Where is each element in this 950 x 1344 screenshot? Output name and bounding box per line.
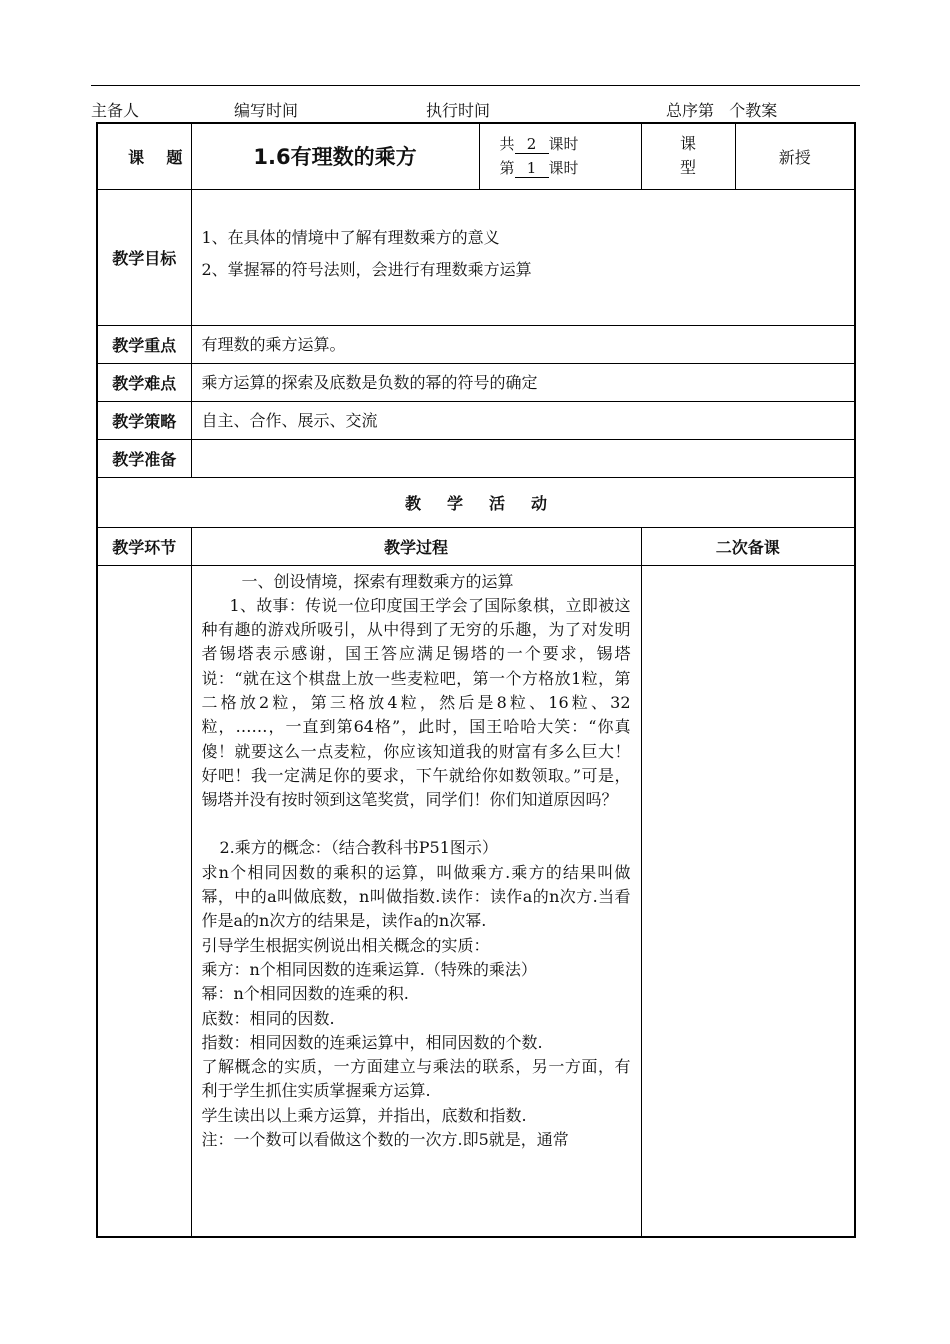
blank-line — [202, 812, 631, 836]
goals-row — [97, 189, 855, 325]
topic-row — [97, 123, 855, 189]
process-paragraph: 了解概念的实质，一方面建立与乘法的联系，另一方面，有利于学生抓住实质掌握乘方运算. — [201, 1057, 631, 1101]
activity-heading-row — [97, 477, 855, 527]
process-paragraph: 引导学生根据实例说出相关概念的实质： — [201, 935, 490, 955]
process-paragraph: 乘方：n个相同因数的连乘运算.（特殊的乘法） — [201, 959, 537, 979]
column-header-row — [97, 527, 855, 565]
key-label: 教学重点 — [97, 325, 191, 363]
header-rule — [91, 85, 860, 86]
stage-cell — [97, 565, 191, 1237]
col-process: 教学过程 — [191, 527, 641, 565]
key-value: 有理数的乘方运算。 — [191, 325, 855, 363]
process-paragraph: 注：一个数可以看做这个数的一次方.即5就是，通常 — [201, 1130, 569, 1150]
goals-label: 教学目标 — [97, 189, 191, 325]
write-time-label: 编写时间 — [234, 101, 299, 120]
second-prep-cell — [641, 565, 855, 1237]
process-paragraph: 底数：相同的因数. — [201, 1008, 335, 1028]
process-paragraph: 求n个相同因数的乘积的运算，叫做乘方.乘方的结果叫做幂，中的a叫做底数，n叫做指数.读作：读作a的n次方.当看作是a的n次方的结果是，读作a的n次幂. — [201, 862, 631, 931]
type-value: 新授 — [735, 123, 855, 189]
process-paragraph: 1、故事：传说一位印度国王学会了国际象棋，立即被这种有趣的游戏所吸引，从中得到了无穷的乐趣，为了对发明者锡塔表示感谢，国王答应满足锡塔的一个要求，锡塔说：“就在这个棋盘上放一些麦粒吧，第一个方格放1粒，第二格放2粒，第三格放4粒，然后是8粒、16粒、32粒，……，一直到第64格”，此时，国王哈哈大笑：“你真傻！就要这么一点麦粒，你应该知道我的财富有多么巨大！好吧！我一定满足你的要求，下午就给你如数领取。”可是，锡塔并没有按时领到这笔奖赏，同学们！你们知道原因吗？ — [201, 595, 631, 810]
process-paragraph: 2.乘方的概念：（结合教科书P51图示） — [219, 838, 498, 858]
process-cell — [191, 565, 641, 1237]
process-row — [97, 565, 855, 1237]
goal-item: 2、掌握幂的符号法则，会进行有理数乘方运算 — [201, 260, 532, 279]
lesson-plan-table — [96, 122, 856, 1238]
topic-label: 课 题 — [97, 123, 191, 189]
process-paragraph: 幂：n个相同因数的连乘的积. — [201, 984, 409, 1004]
prep-value — [191, 439, 855, 477]
exec-time-label: 执行时间 — [426, 101, 491, 120]
strategy-row — [97, 401, 855, 439]
col-stage: 教学环节 — [97, 527, 191, 565]
process-paragraph: 学生读出以上乘方运算，并指出，底数和指数. — [201, 1105, 527, 1125]
sequence-label: 总序第 个教案 — [666, 101, 778, 120]
preparer-label: 主备人 — [91, 101, 140, 120]
prep-label: 教学准备 — [97, 439, 191, 477]
goal-item: 1、在具体的情境中了解有理数乘方的意义 — [201, 228, 500, 247]
process-paragraph: 指数：相同因数的连乘运算中，相同因数的个数. — [201, 1032, 543, 1052]
difficulty-value: 乘方运算的探索及底数是负数的幂的符号的确定 — [191, 363, 855, 401]
key-row — [97, 325, 855, 363]
difficulty-label: 教学难点 — [97, 363, 191, 401]
prep-row — [97, 439, 855, 477]
process-paragraph: 一、创设情境，探索有理数乘方的运算 — [241, 571, 514, 591]
activity-heading: 教学活动 — [97, 477, 855, 527]
lesson-title: 1.6有理数的乘方 — [191, 123, 479, 189]
strategy-label: 教学策略 — [97, 401, 191, 439]
type-label: 课 型 — [641, 123, 735, 189]
period-count: 共 2 课时 第 1 课时 — [479, 123, 641, 189]
col-second: 二次备课 — [641, 527, 855, 565]
difficulty-row — [97, 363, 855, 401]
goals-list — [191, 189, 855, 325]
strategy-value: 自主、合作、展示、交流 — [191, 401, 855, 439]
